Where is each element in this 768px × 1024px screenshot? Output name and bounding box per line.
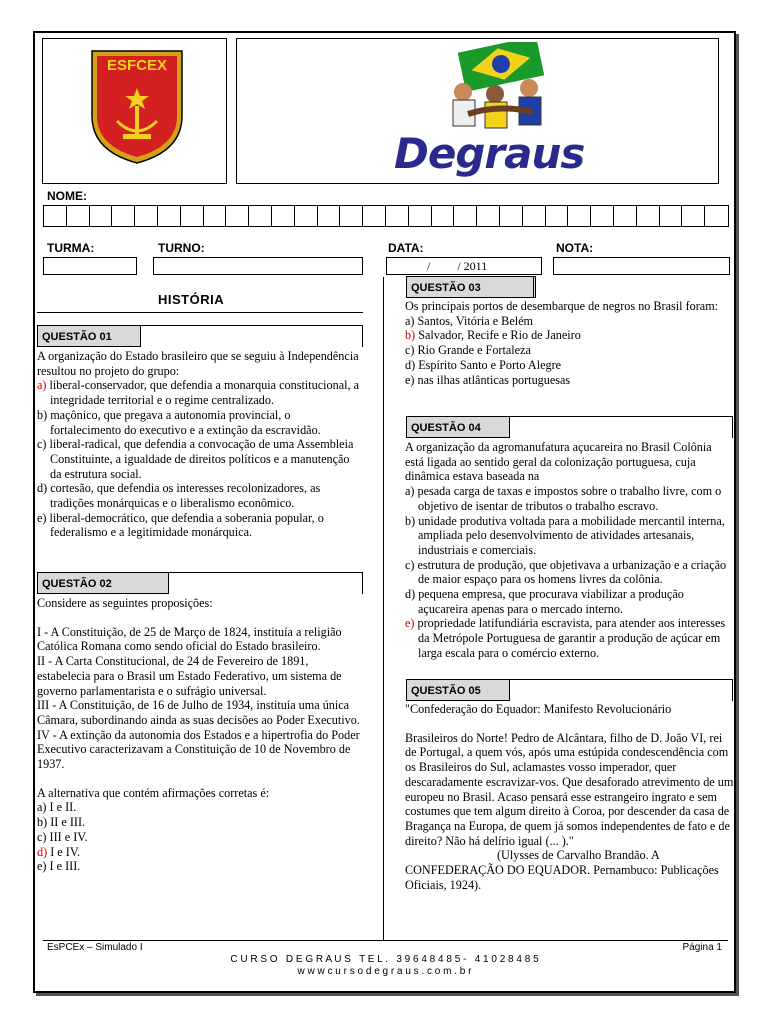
q2-body <box>37 596 361 874</box>
degraus-people-flag-icon <box>433 42 563 132</box>
q3-option-a[interactable]: a) Santos, Vitória e Belém <box>405 313 533 328</box>
footer-left: EsPCEx – Simulado I <box>47 942 143 953</box>
footer-phone: C U R S O D E G R A U S T E L . 3 9 6 4 8 4 8 5 - 4 1 0 2 8 4 8 5 <box>230 954 539 965</box>
q1-rule <box>141 325 363 326</box>
q1-body <box>37 349 361 540</box>
q4-body <box>405 440 733 661</box>
q5-label: QUESTÃO 05 <box>406 679 510 701</box>
q2-question: A alternativa que contém afirmações corretas é: <box>37 785 270 800</box>
column-divider <box>383 277 384 940</box>
q1-option-d[interactable]: d) cortesão, que defendia os interesses recolonizadores, as tradições monárquicas e o liberalismo econômico. <box>37 481 321 511</box>
q2-intro: Considere as seguintes proposições: <box>37 596 213 610</box>
esfcex-logo-box <box>42 38 227 184</box>
nota-field[interactable] <box>553 257 730 275</box>
q3-option-d[interactable]: d) Espírito Santo e Porto Alegre <box>405 357 562 372</box>
footer-right: Página 1 <box>682 942 722 953</box>
turno-label: TURNO: <box>158 241 205 255</box>
footer-rule <box>43 940 728 941</box>
turno-field[interactable] <box>153 257 363 275</box>
degraus-logo-text: Degraus <box>394 129 585 178</box>
nota-label: NOTA: <box>556 241 594 255</box>
esfcex-shield-icon <box>87 46 187 166</box>
q1-option-c[interactable]: c) liberal-radical, que defendia a convocação de uma Assembleia Constituinte, a igualdade de direitos políticos e a manutenção da estrutura social. <box>37 437 354 481</box>
q5-source-rest: CONFEDERAÇÃO DO EQUADOR. Pernambuco: Publicações Oficiais, 1924). <box>405 863 719 892</box>
q1-intro: A organização do Estado brasileiro que se seguiu à Independência resultou no projeto do grupo: <box>37 349 359 378</box>
q3-body <box>405 299 735 387</box>
esfcex-logo-text: ESFCEX <box>106 57 168 74</box>
q2-option-c[interactable]: c) III e IV. <box>37 829 88 844</box>
data-value: / / 2011 <box>427 259 488 273</box>
footer-website[interactable]: w w w c u r s o d e g r a u s . c o m . b r <box>297 966 472 977</box>
q1-rule-end <box>362 325 363 347</box>
q3-intro: Os principais portos de desembarque de negros no Brasil foram: <box>405 299 719 313</box>
q1-option-a[interactable]: a) liberal-conservador, que defendia a monarquia constitucional, a integridade territorial e o regime centralizado. <box>37 378 360 408</box>
subject-title: HISTÓRIA <box>158 292 225 307</box>
exam-page <box>33 31 736 993</box>
q5-rule-end <box>732 679 733 701</box>
nome-input-cells[interactable] <box>43 205 729 227</box>
q5-text: Brasileiros do Norte! Pedro de Alcântara, filho de D. João VI, rei de Portugal, a quem vós, após uma estúpida condescendência com os Brasileiros do Sul, aclamastes vosso imperador, quer descaradamente escravizar-vos. Que desaforado atrevimento de um europeu no Brasil. Acaso pensará esse estrangeiro ingrato e sem costumes que tem algum direito à Coroa, por descender da casa de Bragança na Europa, de quem já somos independentes de fato e de direito? Não há delírio igual (... )." <box>405 730 734 848</box>
q5-title: "Confederação do Equador: Manifesto Revolucionário <box>405 702 672 716</box>
q2-label: QUESTÃO 02 <box>37 572 169 594</box>
q4-rule <box>510 416 733 417</box>
q2-option-e[interactable]: e) I e III. <box>37 859 81 874</box>
q1-option-e[interactable]: e) liberal-democrático, que defendia a soberania popular, o federalismo e a legitimidade monárquica. <box>37 510 324 540</box>
q2-rule <box>169 572 363 573</box>
q3-option-b[interactable]: b) Salvador, Recife e Rio de Janeiro <box>405 328 581 343</box>
data-field[interactable] <box>386 257 542 275</box>
q2-option-b[interactable]: b) II e III. <box>37 815 86 830</box>
q3-option-e[interactable]: e) nas ilhas atlânticas portuguesas <box>405 372 571 387</box>
q4-option-d[interactable]: d) pequena empresa, que procurava viabilizar a produção açucareira apenas para o mercado interno. <box>405 587 684 616</box>
q3-option-c[interactable]: c) Rio Grande e Fortaleza <box>405 343 531 358</box>
q4-option-e[interactable]: e) propriedade latifundiária escravista, para atender aos interesses da Metrópole Portuguesa de garantir a produção de açúcar em larga escala para o comércio externo. <box>405 616 726 660</box>
q5-body <box>405 702 735 892</box>
degraus-logo-box <box>236 38 719 184</box>
q1-label: QUESTÃO 01 <box>37 325 141 347</box>
q2-prop-1: I - A Constituição, de 25 de Março de 1824, instituía a religião Católica Romana como sendo oficial do Estado brasileiro. <box>37 624 342 654</box>
q2-rule-end <box>362 572 363 594</box>
q5-source-author: (Ulysses de Carvalho Brandão. A <box>497 848 660 863</box>
q4-option-b[interactable]: b) unidade produtiva voltada para a mobilidade mercantil interna, ampliada pelo desenvolvimento de atividades artesanais, industriais e comerciais. <box>405 513 725 557</box>
q1-option-b[interactable]: b) maçônico, que pregava a autonomia provincial, o fortalecimento do executivo e a extinção da escravidão. <box>37 407 321 437</box>
q2-prop-2: II - A Carta Constitucional, de 24 de Fevereiro de 1891, estabelecia para o Brasil um Estado Federativo, um sistema de governo parlamentarista e o sufrágio universal. <box>37 654 342 698</box>
q4-intro: A organização da agromanufatura açucareira no Brasil Colônia está ligada ao sentido geral da colonização portuguesa, cuja dinâmica estava baseada na <box>405 440 712 484</box>
data-label: DATA: <box>388 241 424 255</box>
q5-rule <box>510 679 733 680</box>
q4-option-c[interactable]: c) estrutura de produção, que objetivava a urbanização e a criação de maior espaço para os homens livres da colônia. <box>405 557 727 587</box>
q4-label: QUESTÃO 04 <box>406 416 510 438</box>
q3-label: QUESTÃO 03 <box>406 276 536 298</box>
q2-prop-3: III - A Constituição, de 16 de Julho de 1934, instituía uma única Câmara, subordinando ainda as suas decisões ao Poder Executivo. <box>37 698 360 727</box>
q2-prop-4: IV - A extinção da autonomia dos Estados e a hipertrofia do Poder Executivo caracterizavam a Constituição de 10 de Novembro de 1937. <box>37 727 360 772</box>
nome-label: NOME: <box>47 189 87 203</box>
turma-label: TURMA: <box>47 241 95 255</box>
q2-option-a[interactable]: a) I e II. <box>37 800 77 815</box>
q2-option-d[interactable]: d) I e IV. <box>37 844 81 859</box>
q3-rule-end <box>533 276 534 298</box>
q4-option-a[interactable]: a) pesada carga de taxas e impostos sobre o trabalho livre, com o objetivo de isentar de tributos o trabalho escravo. <box>405 484 722 513</box>
subject-underline <box>37 312 363 313</box>
turma-field[interactable] <box>43 257 137 275</box>
q4-rule-end <box>732 416 733 438</box>
